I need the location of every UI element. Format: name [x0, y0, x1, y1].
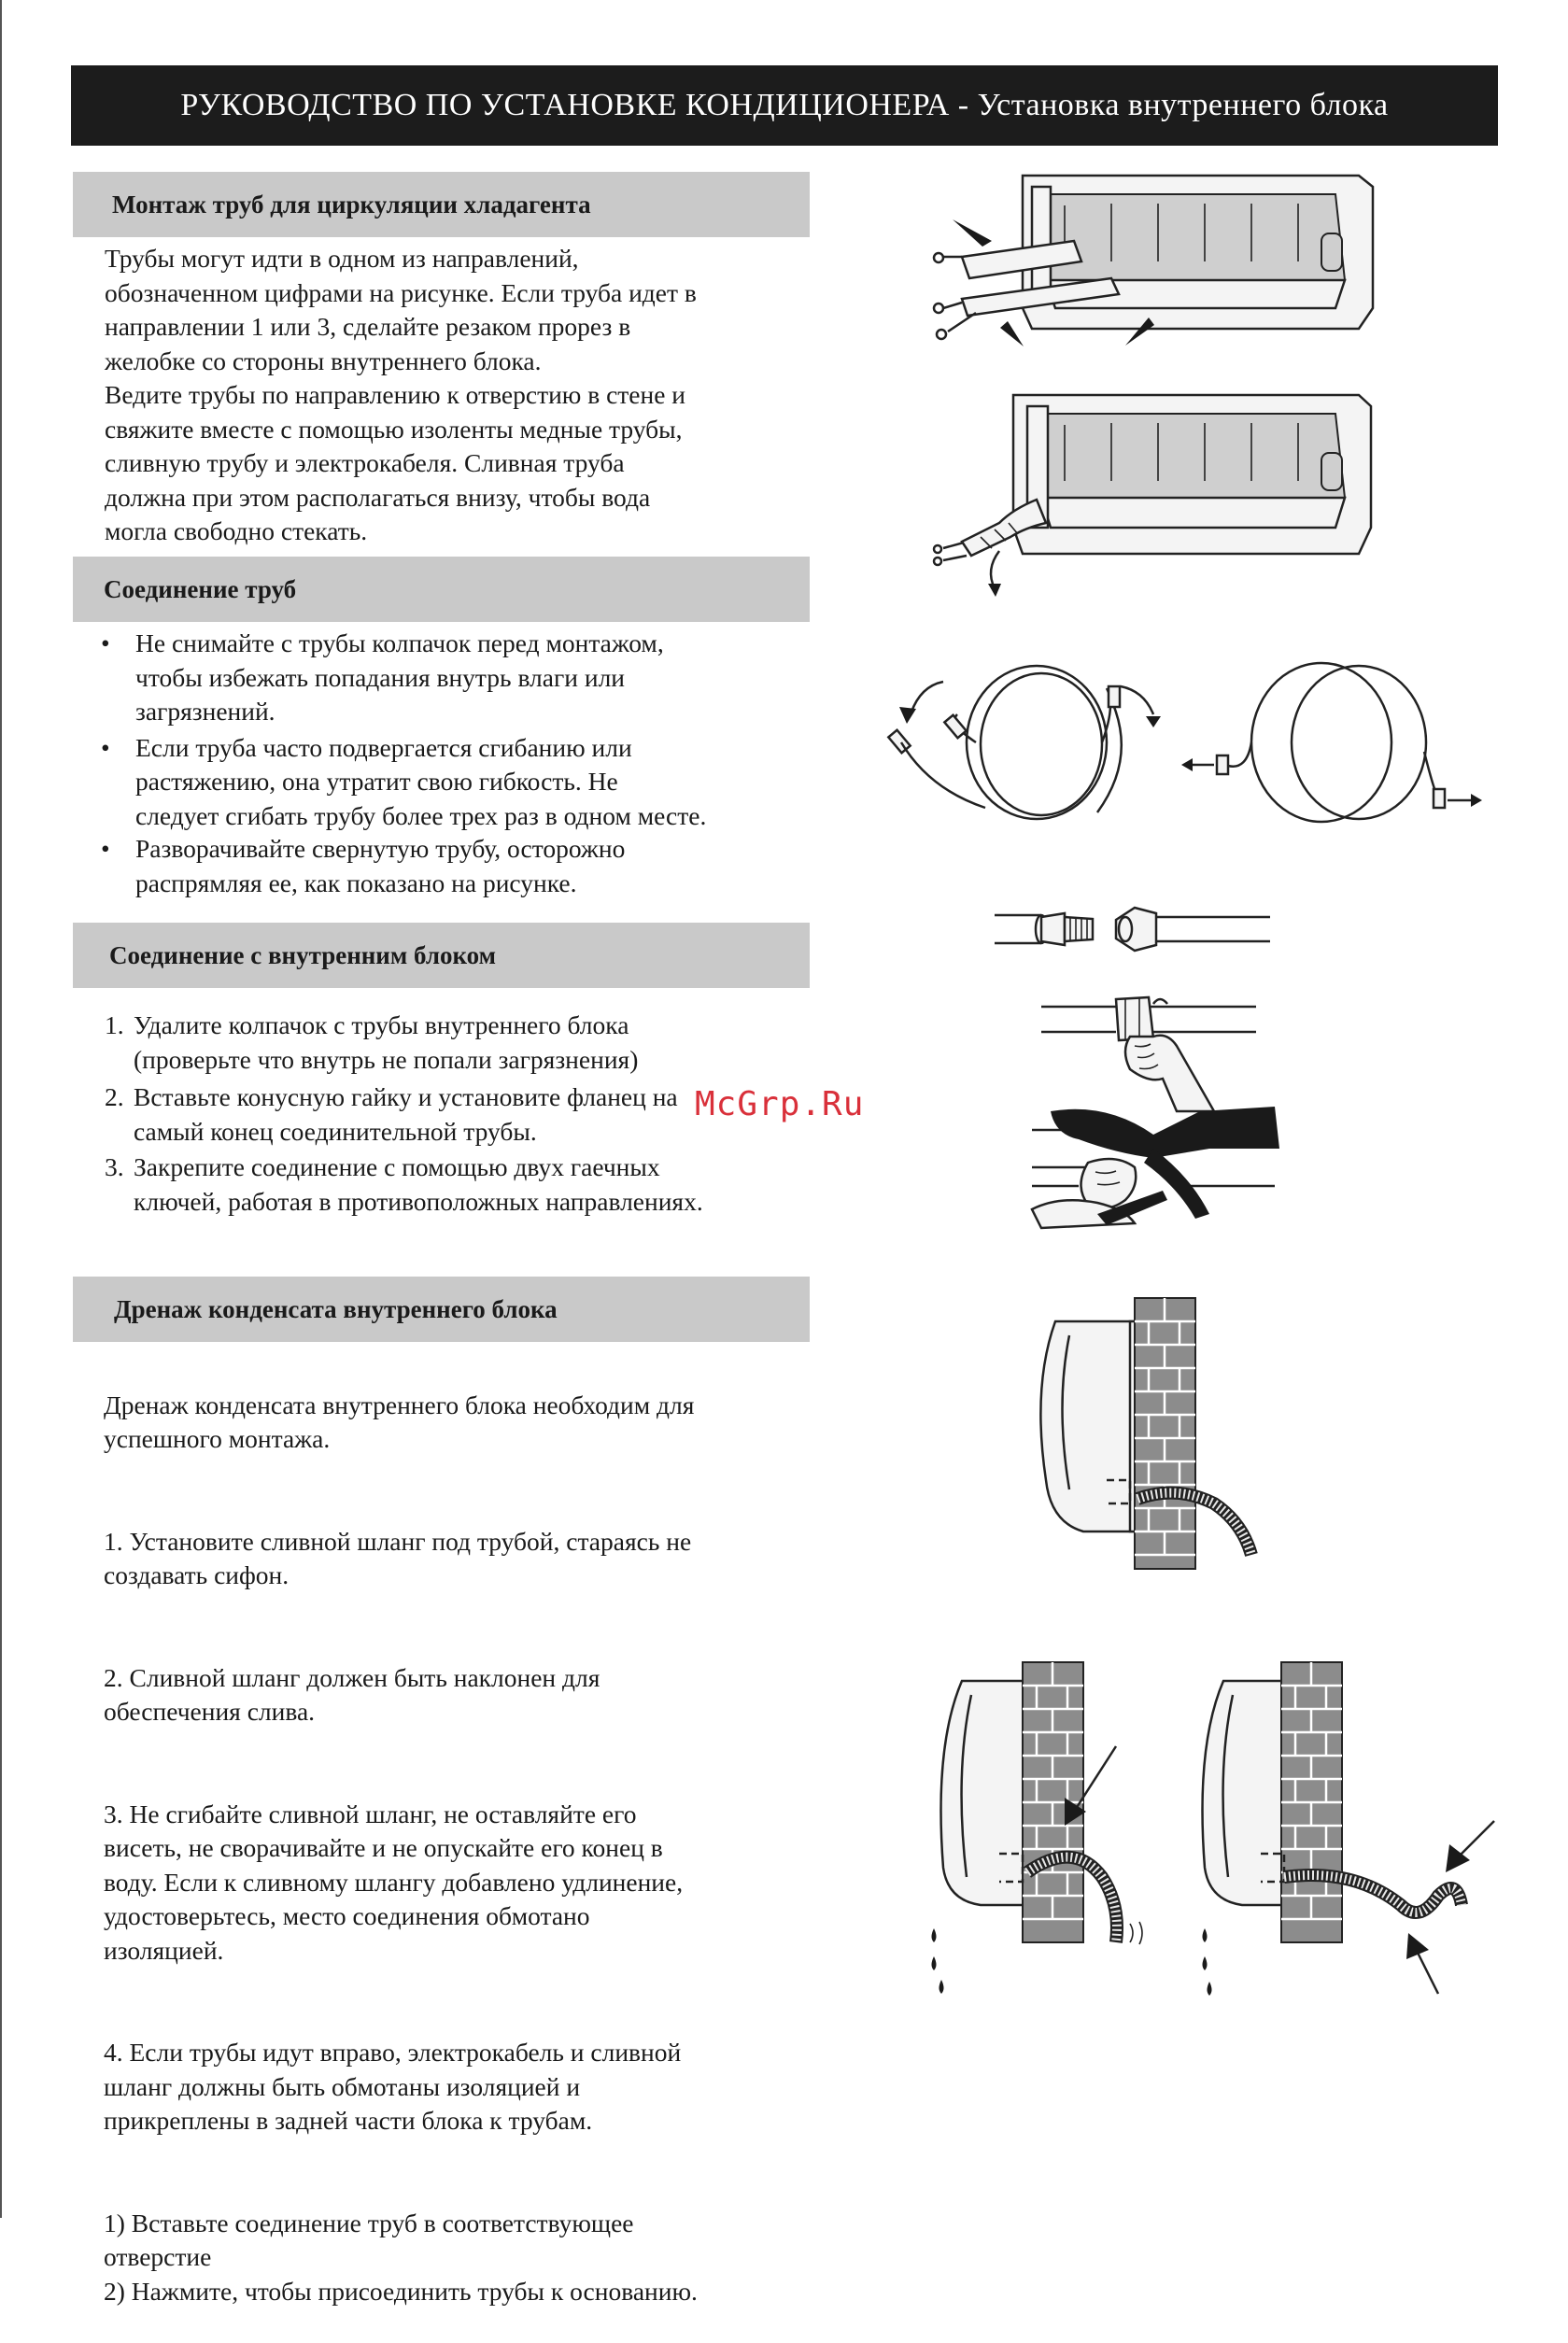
condensate-drainage-text — [104, 1354, 832, 2343]
pipe-connection-list — [101, 627, 820, 900]
incorrect-drainage-illustration — [915, 1653, 1504, 1998]
step-number: 3. — [105, 1152, 124, 1181]
step-number: 1. — [105, 1010, 124, 1039]
flare-nut-connection-illustration — [990, 896, 1279, 962]
list-item — [105, 1150, 824, 1219]
coiled-pipe-straightening-illustration — [873, 649, 1490, 836]
step-text: Закрепите соединение с помощью двух гаечных ключей, работая в противоположных направлениях. — [134, 1152, 703, 1216]
list-item: • Если труба часто подвергается сгибанию или растяжению, она утратит свою гибкость. Не следует сгибать трубу более трех раз в одном месте. — [101, 731, 820, 834]
list-item — [105, 1009, 824, 1077]
page-title-banner: РУКОВОДСТВО ПО УСТАНОВКЕ КОНДИЦИОНЕРА - Установка внутреннего блока — [71, 65, 1498, 146]
drainage-step-1: 1. Установите сливной шланг под трубой, стараясь не создавать сифон. — [104, 1526, 692, 1589]
drainage-step-3: 3. Не сгибайте сливной шланг, не оставляйте его висеть, не сворачивайте и не опускайте его конец в воду. Если к сливному шлангу добавлено удлинение, удостоверьтесь, место соединения обмотано изоляцией. — [104, 1799, 684, 1965]
drainage-step-2: 2. Сливной шланг должен быть наклонен для обеспечения слива. — [104, 1662, 600, 1726]
step-text: Вставьте конусную гайку и установите фланец на самый конец соединительной трубы. — [134, 1082, 678, 1146]
drainage-intro: Дренаж конденсата внутреннего блока необходим для успешного монтажа. — [104, 1390, 695, 1453]
step-number: 2. — [105, 1082, 124, 1111]
list-item: • Разворачивайте свернутую трубу, осторожно распрямляя ее, как показано на рисунке. — [101, 832, 820, 900]
indoor-unit-wrapped-pipes-illustration — [925, 388, 1391, 602]
drainage-substeps: 1) Вставьте соединение труб в соответствующее отверстие 2) Нажмите, чтобы присоединить трубы к основанию. — [104, 2208, 698, 2306]
refrigerant-pipes-text: Трубы могут идти в одном из направлений, обозначенном цифрами на рисунке. Если труба идет в направлении 1 или 3, сделайте резаком прорез в желобке со стороны внутреннего блока. Ведите трубы по направлению к отверстию в стене и свяжите вместе с помощью изоленты медные трубы, сливную трубу и электрокабеля. Сливная труба должна при этом располагаться внизу, чтобы вода могла свободно стекать. — [105, 244, 697, 545]
drainage-step-4: 4. Если трубы идут вправо, электрокабель и сливной шланг должны быть обмотаны изоляцией и прикреплены в задней части блока к трубам. — [104, 2038, 682, 2135]
watermark-text: McGrp.Ru — [695, 1085, 865, 1123]
drain-hose-wall-illustration — [1027, 1293, 1279, 1574]
list-item: • Не снимайте с трубы колпачок перед монтажом, чтобы избежать попадания внутрь влаги или загрязнений. — [101, 627, 820, 729]
section-header-refrigerant-pipes: Монтаж труб для циркуляции хладагента — [73, 172, 810, 237]
step-text: Удалите колпачок с трубы внутреннего блока (проверьте что внутрь не попали загрязнения) — [134, 1010, 639, 1074]
section-header-condensate-drainage: Дренаж конденсата внутреннего блока — [73, 1277, 810, 1342]
page-left-border — [0, 0, 2, 2218]
section-header-indoor-unit-connection: Соединение с внутренним блоком — [73, 923, 810, 988]
indoor-unit-pipe-directions-illustration — [925, 168, 1391, 364]
section-header-pipe-connection: Соединение труб — [73, 557, 810, 622]
two-wrenches-tightening-illustration — [1023, 1093, 1284, 1233]
